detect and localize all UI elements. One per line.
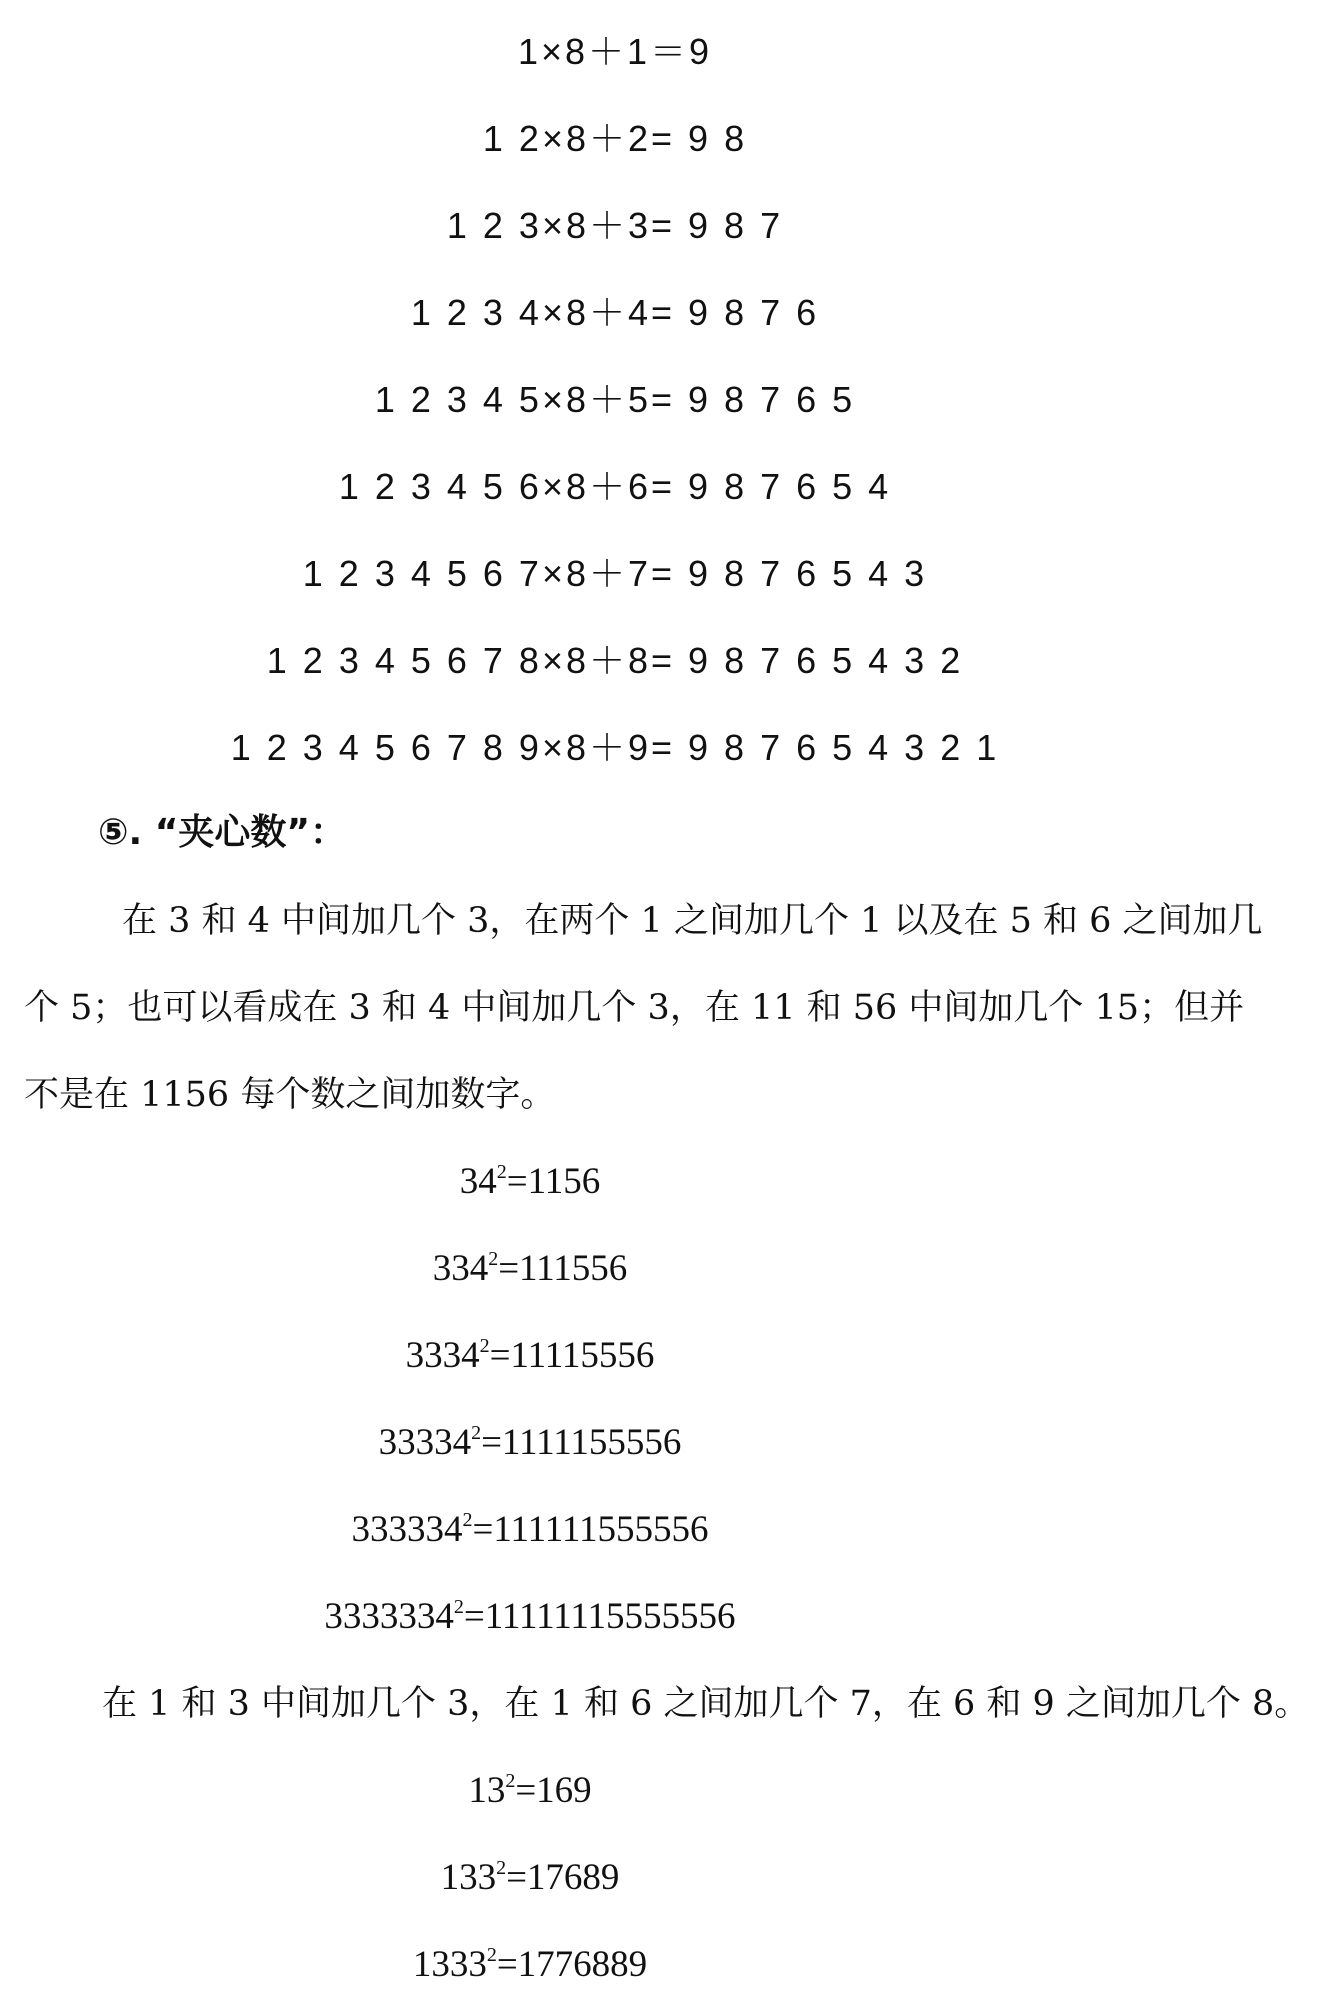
square-exponent: 2 bbox=[488, 1248, 499, 1270]
square-result: =111556 bbox=[498, 1248, 628, 1289]
equation-line-1: 1×8＋1＝9 bbox=[517, 31, 713, 72]
square-result: =1111155556 bbox=[481, 1422, 682, 1463]
square-exponent: 2 bbox=[462, 1509, 473, 1531]
square-exponent: 2 bbox=[471, 1422, 482, 1444]
square-equation bbox=[0, 1853, 1060, 1903]
square-base: 3333334 bbox=[324, 1596, 454, 1637]
square-equation bbox=[0, 1766, 1060, 1816]
equation-line-2: 1 2×8＋2= 9 8 bbox=[482, 118, 748, 159]
paragraph-1-line-1: 在 3 和 4 中间加几个 3，在两个 1 之间加几个 1 以及在 5 和 6 之间加几 bbox=[122, 901, 1263, 941]
square-base: 34 bbox=[459, 1161, 497, 1202]
square-base: 334 bbox=[432, 1248, 489, 1289]
square-equation bbox=[0, 1418, 1060, 1468]
paragraph-1-line-3: 不是在 1156 每个数之间加数字。 bbox=[24, 1075, 556, 1115]
square-base: 3334 bbox=[405, 1335, 480, 1376]
paragraph-1-line-2: 个 5；也可以看成在 3 和 4 中间加几个 3，在 11 和 56 中间加几个 15；但并 bbox=[24, 988, 1245, 1028]
equation-line-5: 1 2 3 4 5×8＋5= 9 8 7 6 5 bbox=[374, 379, 856, 420]
square-equation bbox=[0, 1940, 1060, 1990]
square-result: =1156 bbox=[506, 1161, 601, 1202]
square-equation bbox=[0, 1157, 1060, 1207]
equation-line-8: 1 2 3 4 5 6 7 8×8＋8= 9 8 7 6 5 4 3 2 bbox=[266, 640, 964, 681]
section-heading: ⑤. “夹心数”： bbox=[98, 812, 347, 853]
square-equation bbox=[0, 1505, 1060, 1555]
square-exponent: 2 bbox=[479, 1335, 490, 1357]
equation-line-6: 1 2 3 4 5 6×8＋6= 9 8 7 6 5 4 bbox=[338, 466, 892, 507]
equation-line-9: 1 2 3 4 5 6 7 8 9×8＋9= 9 8 7 6 5 4 3 2 1 bbox=[230, 727, 1000, 768]
paragraph-2: 在 1 和 3 中间加几个 3，在 1 和 6 之间加几个 7，在 6 和 9 之间加几个 8。 bbox=[102, 1684, 1310, 1724]
square-result: =169 bbox=[515, 1770, 592, 1811]
equation-line-3: 1 2 3×8＋3= 9 8 7 bbox=[446, 205, 784, 246]
square-base: 333334 bbox=[351, 1509, 463, 1550]
square-base: 33334 bbox=[378, 1422, 472, 1463]
square-equation bbox=[0, 1244, 1060, 1294]
equation-line-4: 1 2 3 4×8＋4= 9 8 7 6 bbox=[410, 292, 820, 333]
square-exponent: 2 bbox=[496, 1161, 507, 1183]
square-equation bbox=[0, 1592, 1060, 1642]
square-exponent: 2 bbox=[486, 1944, 497, 1966]
square-base: 1333 bbox=[412, 1944, 487, 1985]
square-result: =17689 bbox=[506, 1857, 620, 1898]
square-exponent: 2 bbox=[453, 1596, 464, 1618]
square-result: =1776889 bbox=[496, 1944, 648, 1985]
equation-line-7: 1 2 3 4 5 6 7×8＋7= 9 8 7 6 5 4 3 bbox=[302, 553, 928, 594]
square-result: =11111115555556 bbox=[463, 1596, 736, 1637]
square-exponent: 2 bbox=[496, 1857, 507, 1879]
square-equation bbox=[0, 1331, 1060, 1381]
square-result: =111111555556 bbox=[472, 1509, 709, 1550]
square-exponent: 2 bbox=[505, 1770, 516, 1792]
square-base: 133 bbox=[440, 1857, 497, 1898]
square-result: =11115556 bbox=[489, 1335, 655, 1376]
square-base: 13 bbox=[468, 1770, 506, 1811]
